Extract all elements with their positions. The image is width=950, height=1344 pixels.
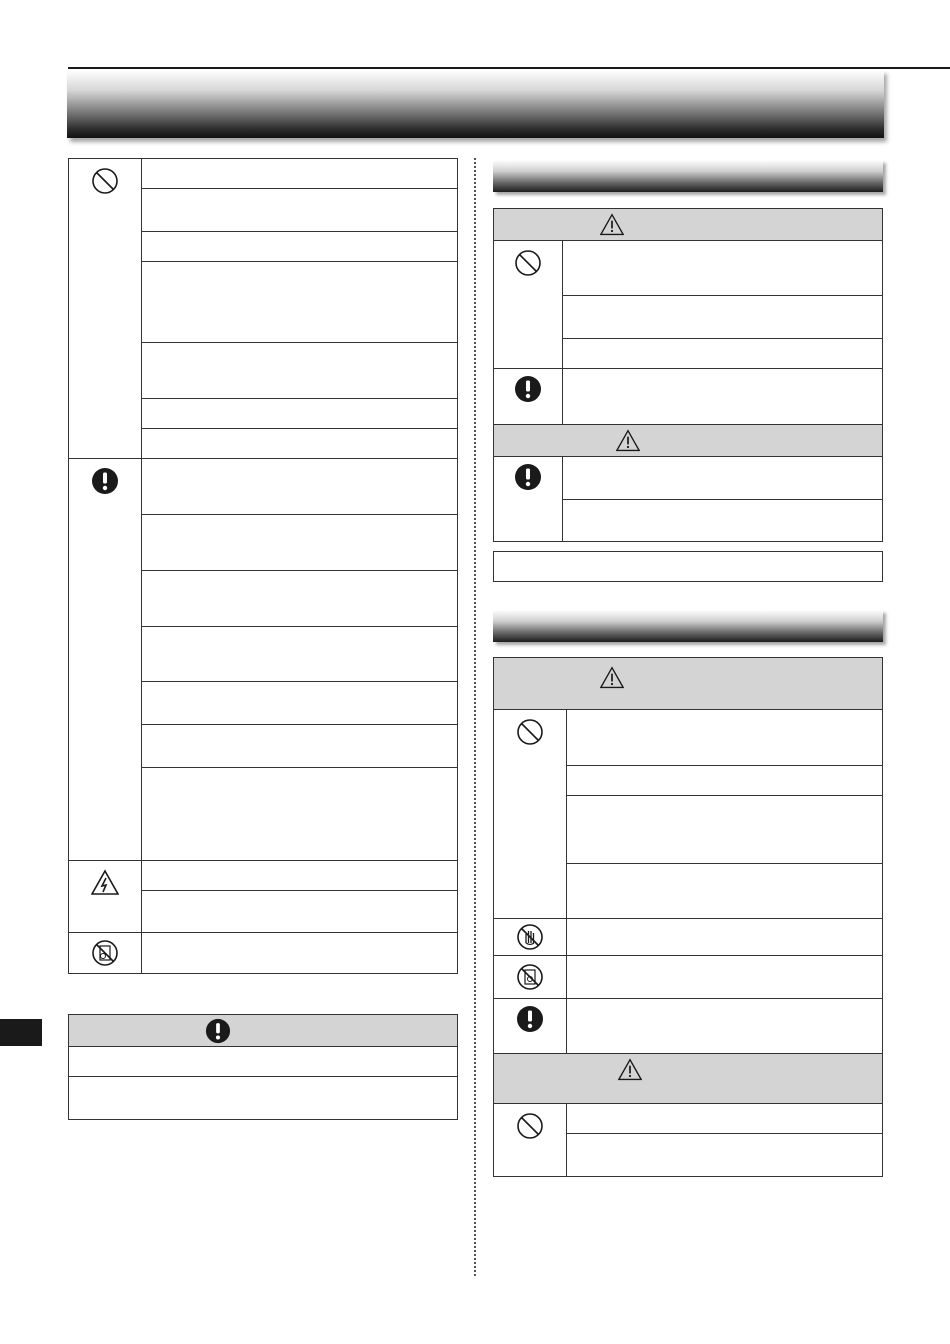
left-row [141,933,457,973]
left-row [141,768,457,861]
no-water-splash-icon [91,939,119,967]
prohibit-icon [516,718,544,746]
right-row [566,999,882,1054]
mandatory-group [494,369,562,425]
prohibit-icon [91,167,119,195]
warning-triangle-icon [600,666,624,690]
left-row [141,725,457,768]
right-row [562,369,882,425]
left-row [141,627,457,682]
prohibit-group [69,159,141,459]
left-row [141,571,457,627]
caution-header [69,1015,457,1047]
right-row [566,864,882,919]
exclamation-icon [205,1018,231,1044]
right-table-1 [493,208,883,542]
no-water-splash-icon [516,963,544,991]
caution-header [494,1054,882,1104]
right-row [566,956,882,999]
right-row [566,1104,882,1134]
exclamation-icon [514,375,542,403]
left-safety-table [68,158,458,974]
top-rule [68,67,950,69]
left-row [141,159,457,189]
right-row [566,796,882,864]
warning-triangle-icon [616,429,640,453]
exclamation-icon [514,463,542,491]
no-water-group [69,933,141,973]
no-wet-hands-group [494,919,566,956]
prohibit-group [494,1104,566,1176]
left-row [141,189,457,232]
caution-header [494,425,882,457]
right-row [566,710,882,766]
mandatory-group [69,459,141,861]
right-row [562,339,882,369]
caution-row [69,1077,457,1119]
left-row [141,891,457,933]
exclamation-icon [516,1005,544,1033]
mandatory-group [494,999,566,1054]
right-row [562,241,882,296]
side-section-tab [0,1019,42,1046]
left-row [141,682,457,725]
prohibit-group [494,710,566,919]
right-table-2 [493,657,883,1177]
left-row [141,232,457,262]
section-bar-1 [493,160,883,192]
prohibit-icon [514,249,542,277]
right-row [562,457,882,500]
column-divider [474,158,476,1276]
warning-triangle-icon [618,1058,642,1082]
left-row [141,399,457,429]
electric-shock-icon [91,869,119,897]
electric-group [69,861,141,933]
note-box [493,551,883,582]
left-row [141,343,457,399]
no-wet-hands-icon [516,923,544,951]
caution-row [69,1047,457,1077]
prohibit-group [494,241,562,369]
prohibit-icon [516,1112,544,1140]
left-caution-table [68,1014,458,1120]
exclamation-icon [91,467,119,495]
left-row [141,429,457,459]
right-row [566,1134,882,1176]
right-row [562,296,882,339]
right-row [566,766,882,796]
left-row [141,262,457,343]
right-row [562,500,882,541]
warning-triangle-icon [600,213,624,237]
left-row [141,861,457,891]
section-bar-2 [493,610,883,642]
right-row [566,919,882,956]
mandatory-group [494,457,562,541]
left-row [141,515,457,571]
warning-header [494,658,882,710]
left-row [141,459,457,515]
title-banner [67,70,884,138]
no-water-group [494,956,566,999]
warning-header [494,209,882,241]
